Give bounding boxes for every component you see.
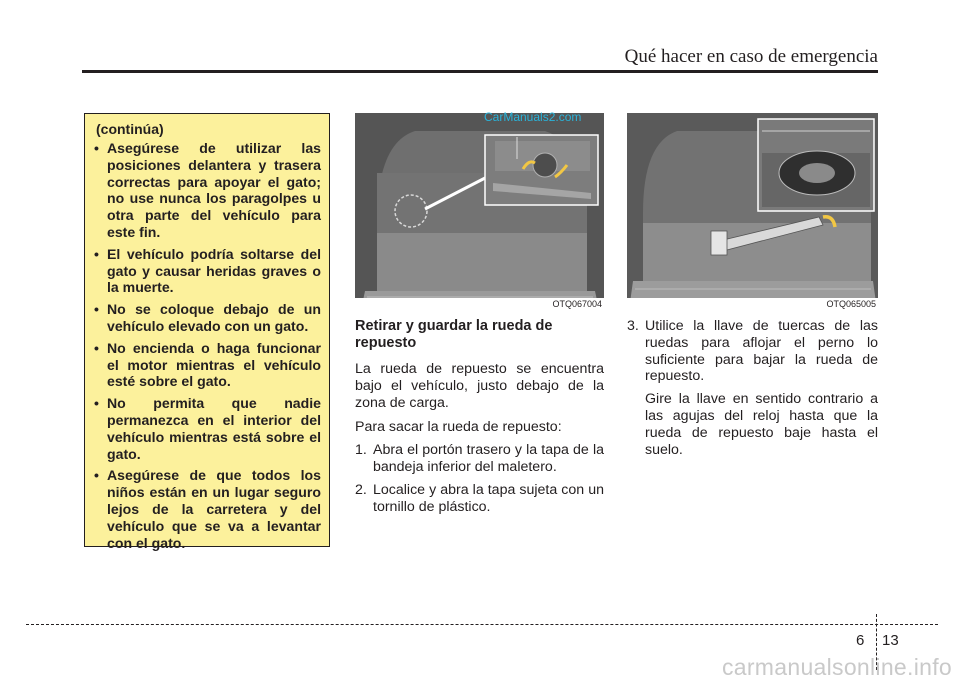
chapter-number: 6 — [856, 632, 865, 649]
warning-item: • No permita que nadie permanezca en el interior del vehículo mientras está sobre el gato. — [93, 395, 321, 462]
page-number: 13 — [882, 632, 899, 649]
page-header-title: Qué hacer en caso de emergencia — [624, 46, 878, 67]
section-lead: Para sacar la rueda de repuesto: — [355, 419, 562, 436]
footer-dashed-rule — [26, 624, 938, 625]
step-2 — [355, 482, 604, 516]
step-text: Localice y abra la tapa sujeta con un tornillo de plástico. — [373, 481, 604, 515]
header-rule — [82, 70, 878, 73]
figure-2-caption — [627, 298, 878, 310]
step-number: 2. — [355, 481, 367, 498]
step-number: 3. — [627, 318, 639, 334]
step-3 — [627, 318, 878, 385]
warning-box — [84, 113, 330, 551]
warning-item: • No se coloque debajo de un vehículo elevado con un gato. — [93, 301, 321, 335]
right-text-column — [627, 318, 878, 458]
watermark-carmanualsonline: carmanualsonline.info — [721, 654, 952, 680]
section-title: Retirar y guardar la rueda de repuesto — [355, 318, 553, 351]
warning-item: • No encienda o haga funcionar el motor mientras el vehículo esté sobre el gato. — [93, 340, 321, 390]
figure-1-caption — [355, 298, 604, 310]
figure-2-caption-text: OTQ065005 — [826, 299, 876, 309]
step-3-note: Gire la llave en sentido contrario a las agujas del reloj hasta que la rueda de repuesto baje hasta el suelo. — [645, 391, 878, 458]
middle-text-column — [355, 318, 604, 521]
figure-1-caption-text: OTQ067004 — [552, 299, 602, 309]
warning-item: • Asegúrese de que todos los niños están en un lugar seguro lejos de la carretera y del vehículo que se va a levantar con el gato. — [93, 467, 321, 551]
section-intro: La rueda de repuesto se encuentra bajo el vehículo, justo debajo de la zona de carga. — [355, 361, 604, 411]
warning-heading: (continúa) — [96, 121, 164, 137]
step-text: Abra el portón trasero y la tapa de la bandeja inferior del maletero. — [373, 442, 604, 475]
step-text: Utilice la llave de tuercas de las ruedas para aflojar el perno lo suficiente para bajar la rueda de repuesto. — [645, 318, 878, 385]
warning-item: • Asegúrese de utilizar las posiciones delantera y trasera correctas para apoyar el gato; no use nunca los paragolpes u otra parte del vehículo para este fin. — [93, 140, 321, 241]
step-1 — [355, 442, 604, 476]
warning-list — [93, 140, 321, 551]
figure-spare-tire-photo — [627, 113, 878, 310]
watermark-carmanuals: CarManuals2.com — [484, 110, 582, 124]
figure-cargo-area-photo — [355, 113, 604, 310]
warning-item: • El vehículo podría soltarse del gato y causar heridas graves o la muerte. — [93, 246, 321, 296]
step-number: 1. — [355, 442, 367, 459]
